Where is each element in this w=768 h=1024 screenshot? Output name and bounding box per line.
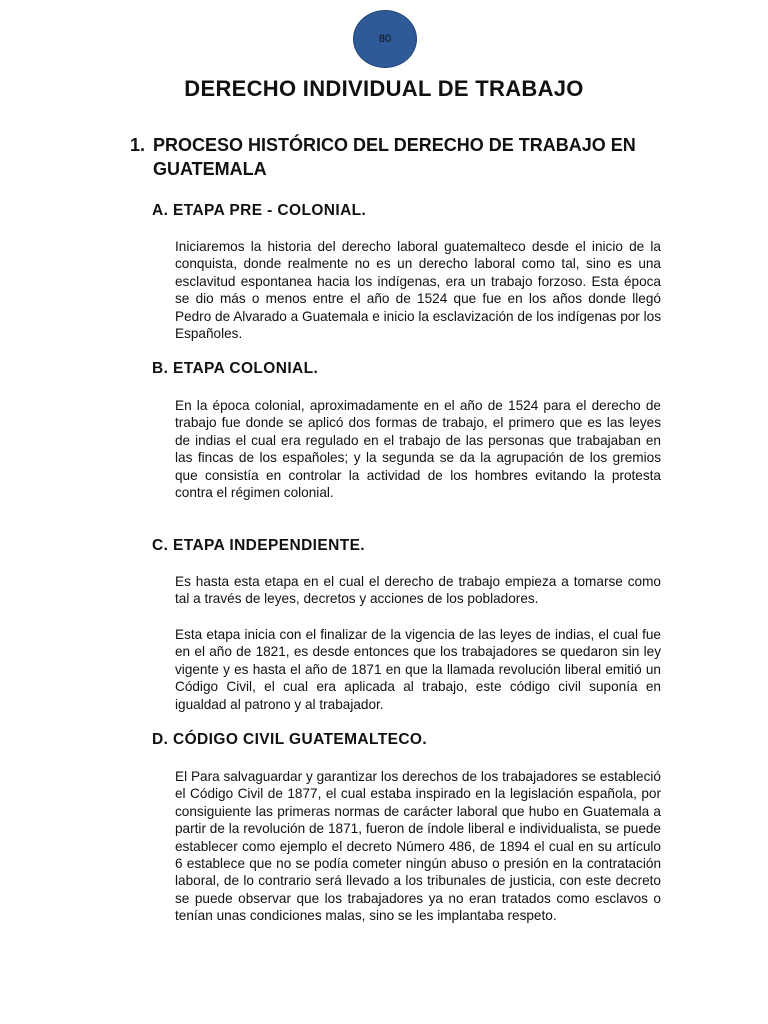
subsection-heading-codigo-civil: D. CÓDIGO CIVIL GUATEMALTECO. [152,731,428,748]
page-number: 80 [378,33,392,45]
paragraph-independiente-2: Esta etapa inicia con el finalizar de la vigencia de las leyes de indias, el cual fue en el año de 1821, es desde entonces que los trabajadores se quedaron sin ley vigente y es hasta el año de 1871 en que la llamada revolución liberal emitió un Código Civil, el cual era aplicada al trabajo, este código civil suponía en igualdad al patrono y al trabajador. [175,627,661,712]
section-number: 1. [130,135,146,155]
document-title: DERECHO INDIVIDUAL DE TRABAJO [184,76,584,101]
subsection-heading-pre-colonial: A. ETAPA PRE - COLONIAL. [152,202,367,219]
paragraph-independiente-1: Es hasta esta etapa en el cual el derecho de trabajo empieza a tomarse como tal a través de leyes, decretos y acciones de los pobladores. [175,574,661,607]
subsection-heading-independiente: C. ETAPA INDEPENDIENTE. [152,537,366,554]
section-heading [130,133,670,181]
section-title: PROCESO HISTÓRICO DEL DERECHO DE TRABAJO EN GUATEMALA [153,135,636,179]
page-number-badge [353,10,417,68]
paragraph-codigo-civil: El Para salvaguardar y garantizar los derechos de los trabajadores se estableció el Código Civil de 1877, el cual estaba inspirado en la legislación española, por consiguiente las primeras normas de carácter laboral que hubo en Guatemala a partir de la revolución de 1871, fueron de índole liberal e individualista, se puede establecer como ejemplo el decreto Número 486, de 1894 el cual en su artículo 6 establece que no se podía cometer ningún abuso o presión en la contratación laboral, de lo contrario será llevado a los tribunales de justicia, con este decreto se puede observar que los trabajadores ya no eran tratados como esclavos o tenían unas condiciones malas, sino se les implantaba respeto. [175,769,661,924]
subsection-heading-colonial: B. ETAPA COLONIAL. [152,360,319,377]
paragraph-pre-colonial: Iniciaremos la historia del derecho laboral guatemalteco desde el inicio de la conquista, donde realmente no es un derecho laboral como tal, sino es una esclavitud espontanea hacia los indígenas, era un trabajo forzoso. Esta época se dio más o menos entre el año de 1524 que fue en los años donde llegó Pedro de Alvarado a Guatemala e inicio la esclavización de los indígenas por los Españoles. [175,239,661,342]
paragraph-colonial: En la época colonial, aproximadamente en el año de 1524 para el derecho de trabajo fue donde se aplicó dos formas de trabajo, el primero que es las leyes de indias el cual era regulado en el trabajo de las personas que trabajaban en las fincas de los españoles; y la segunda se da la agrupación de los gremios que consistía en controlar la actividad de los hombres evitando la protesta contra el régimen colonial. [175,398,661,501]
